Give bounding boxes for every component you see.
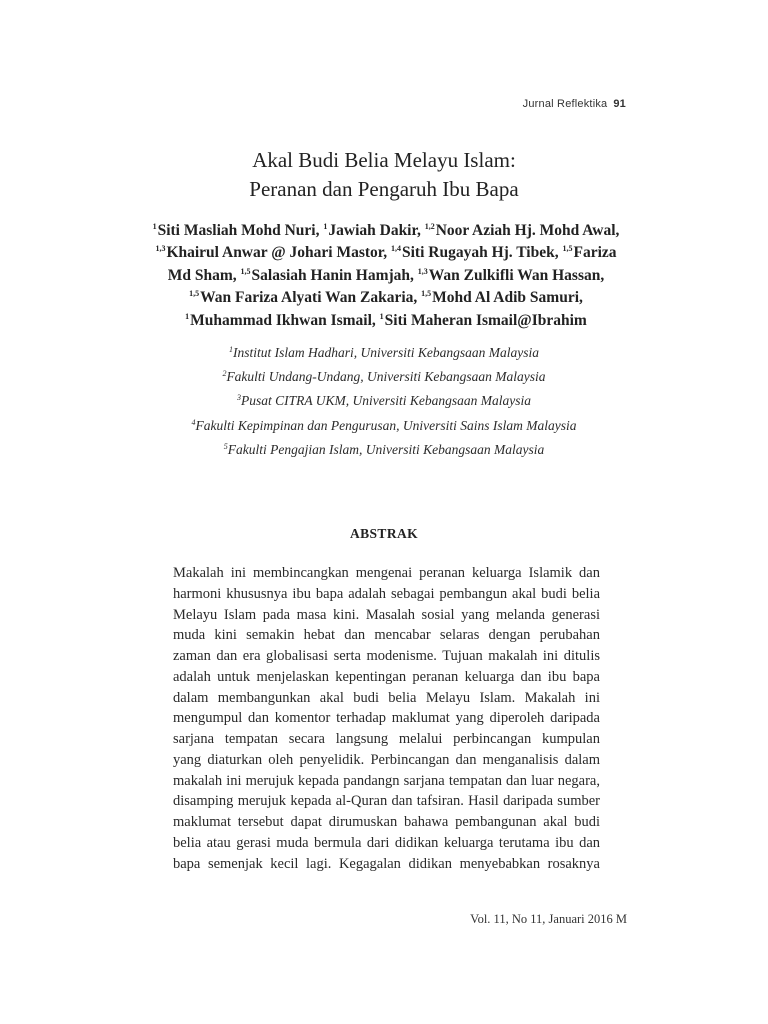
author-affiliation-marker: 1,3 [155,244,166,254]
author [380,312,587,329]
affiliation-text: Fakulti Undang-Undang, Universiti Kebangsaan Malaysia [226,369,546,385]
affiliation-marker: 1 [229,345,233,354]
affiliation-item [0,389,768,413]
author [189,289,417,306]
author-name: Noor Aziah Hj. Mohd Awal, [435,222,620,239]
abstract-line: harmoni khususnya ibu bapa adalah sebagai pembangun akal budi belia [173,585,600,602]
abstract-line: maklumat tersebut dapat dirumuskan bahawa pembangunan akal budi [173,814,600,830]
author-affiliation-marker: 1,5 [562,244,573,254]
author [421,289,583,306]
abstract-line: muda kini semakin hebat dan mencabar selaras dengan perubahan [173,627,600,644]
author [391,244,559,261]
abstract-line: belia atau gerasi muda bermula dari didikan keluarga terutama ibu dan [173,834,600,851]
abstract-line: makalah ini merujuk kepada pandangn sarjana tempatan dan luar negara, [173,772,600,789]
affiliation-text: Fakulti Pengajian Islam, Universiti Kebangsaan Malaysia [227,441,545,457]
affiliation-item [0,438,768,462]
author-name: Fariza Md Sham, [167,244,617,284]
affiliation-marker: 2 [222,369,227,379]
abstract-line: adalah untuk menjelaskan kepentingan peranan keluarga dan ibu bapa [173,668,600,685]
author-name: Siti Masliah Mohd Nuri, [157,222,320,239]
affiliation-text: Pusat CITRA UKM, Universiti Kebangsaan Malaysia [241,393,531,409]
affiliation-text: Institut Islam Hadhari, Universiti Kebangsaan Malaysia [233,345,539,360]
affiliation-list [0,341,768,462]
author-affiliation-marker: 1 [379,311,384,321]
abstract-line: bapa semenjak kecil lagi. Kegagalan didikan menyebabkan rosaknya [173,855,600,872]
abstract-line: dalam membangunkan akal budi belia Melayu Islam. Makalah ini [173,689,600,706]
journal-name: Jurnal Reflektika [522,98,608,110]
abstract-line: yang diaturkan oleh penyelidik. Perbincangan dan menganalisis dalam [173,751,600,768]
author-name: Khairul Anwar @ Johari Mastor, [166,244,388,262]
footer-issue-info: Vol. 11, No 11, Januari 2016 M [470,912,627,926]
author-affiliation-marker: 1 [323,222,328,231]
paper-title [0,146,768,204]
author-affiliation-marker: 1,5 [189,289,200,299]
author-affiliation-marker: 1 [185,311,190,321]
author [241,267,414,284]
affiliation-marker: 5 [223,441,228,451]
author [153,222,320,239]
author-affiliation-marker: 1,5 [240,266,251,276]
abstract-line: Melayu Islam pada masa kini. Masalah sosial yang melanda generasi [173,606,600,623]
affiliation-item [0,341,768,365]
abstract-heading: ABSTRAK [349,526,419,541]
abstract-line: Makalah ini membincangkan mengenai peranan keluarga Islamik dan [173,565,600,581]
title-line-2: Peranan dan Pengaruh Ibu Bapa [249,177,519,201]
title-line-1: Akal Budi Belia Melayu Islam: [252,148,516,172]
abstract-body [173,563,600,874]
author-affiliation-marker: 1,2 [424,222,435,231]
author-affiliation-marker: 1,4 [390,244,401,254]
author-name: Jawiah Dakir, [328,222,421,239]
author-name: Muhammad Ikhwan Ismail, [190,311,376,329]
author-affiliation-marker: 1,5 [421,289,432,299]
author-affiliation-marker: 1,3 [417,266,428,276]
author-name: Wan Fariza Alyati Wan Zakaria, [200,289,418,307]
author-list [150,220,622,332]
page-number: 91 [613,98,626,110]
running-head [523,98,626,110]
author-name: Mohd Al Adib Samuri, [432,289,583,307]
author-affiliation-marker: 1 [152,222,157,231]
author-name: Wan Zulkifli Wan Hassan, [428,266,605,284]
affiliation-item [0,365,768,389]
author-name: Siti Rugayah Hj. Tibek, [401,244,559,262]
author [418,267,604,284]
author [155,244,387,261]
affiliation-text: Fakulti Kepimpinan dan Pengurusan, Universiti Sains Islam Malaysia [195,417,577,433]
author [185,312,376,329]
abstract-line: zaman dan era globalisasi serta modenisme. Tujuan makalah ini ditulis [173,648,600,664]
affiliation-marker: 4 [191,417,196,427]
author [323,222,420,239]
author-name: Salasiah Hanin Hamjah, [251,266,414,284]
abstract-line: disamping merujuk kepada al-Quran dan tafsiran. Hasil daripada sumber [173,793,600,810]
affiliation-item [0,414,768,438]
abstract-line: mengumpul dan komentor terhadap maklumat yang diperoleh daripada [173,710,600,727]
author [425,222,620,239]
affiliation-marker: 3 [237,393,241,403]
author-name: Siti Maheran Ismail@Ibrahim [384,311,587,329]
abstract-line: sarjana tempatan secara langsung melalui perbincangan kumpulan [173,731,600,747]
